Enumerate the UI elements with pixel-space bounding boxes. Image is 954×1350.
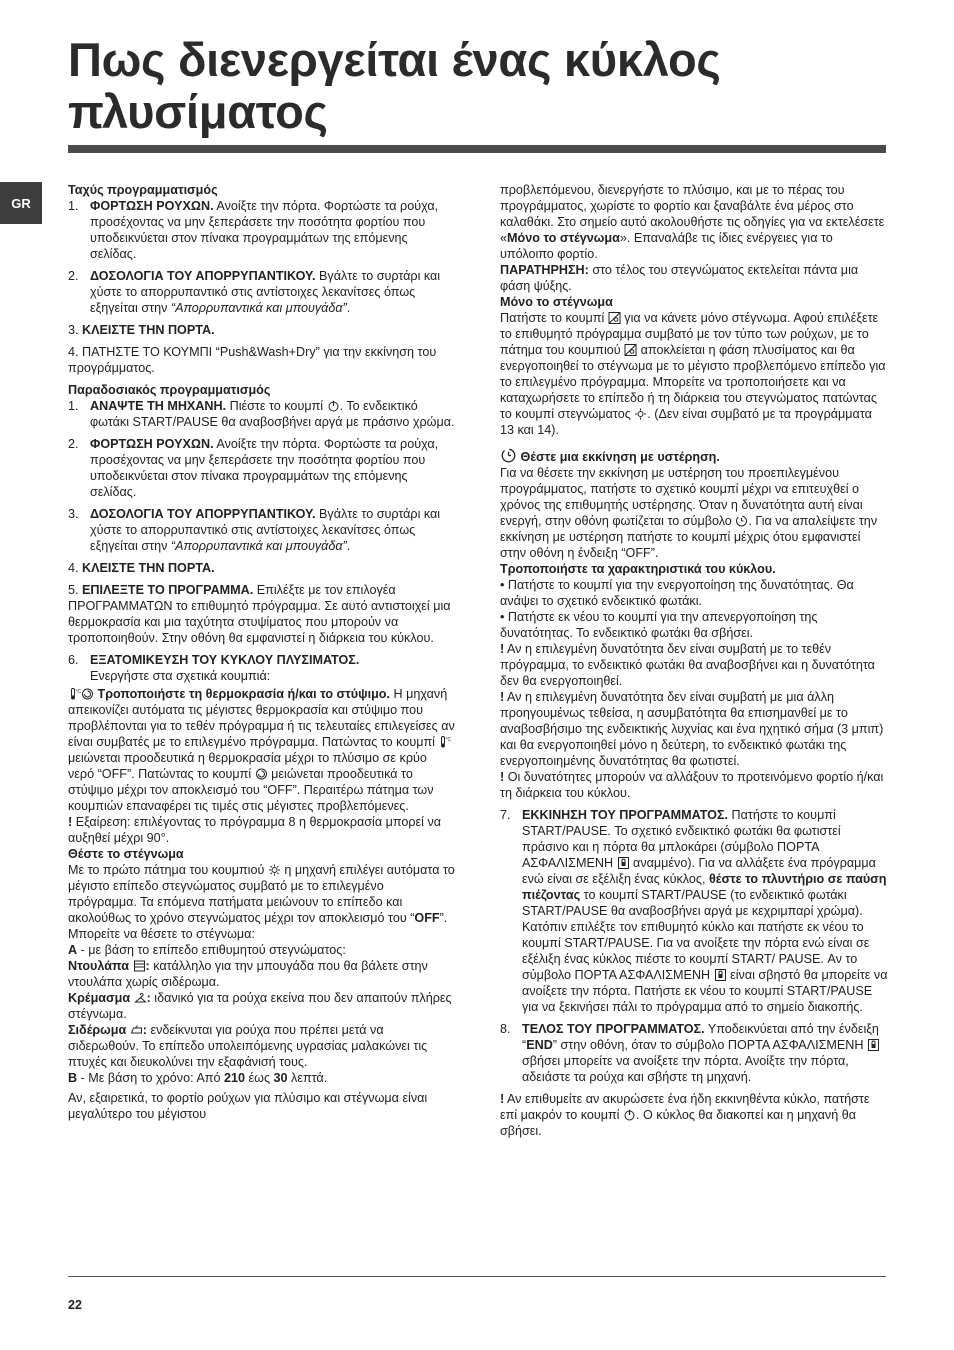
paragraph-text: Αν η επιλεγμένη δυνατότητα δεν είναι συμβατή με το τεθέν πρόγραμμα, το ενδεικτικό φωτάκι θα αναβοσβήνει και η δυνατότητα δεν θα ενεργοποιηθεί. <box>500 642 875 688</box>
spin-icon <box>81 688 94 700</box>
item-number: 8. <box>500 1022 511 1036</box>
paragraph-text: . Ο κύκλος θα διακοπεί και η μηχανή θα σβήσει. <box>500 1108 856 1138</box>
step-bold: θέστε το πλυντήριο σε παύση πιέζοντας <box>522 872 887 902</box>
time-min: 30 <box>273 1071 288 1085</box>
delay-timer-icon <box>735 515 748 527</box>
svg-text:°C: °C <box>445 737 452 743</box>
warning-mark: ! <box>68 815 73 829</box>
paragraph-text: κατάλληλο για την μπουγάδα που θα βάλετε στην ντουλάπα χωρίς σιδέρωμα. <box>68 959 428 989</box>
step-label: ΔΟΣΟΛΟΓΙΑ ΤΟΥ ΑΠΟΡΡΥΠΑΝΤΙΚΟΥ. <box>90 269 316 283</box>
item-number: 1. <box>68 199 79 213</box>
time-max: 210 <box>223 1071 245 1085</box>
step-text: Επιλέξτε με τον επιλογέα ΠΡΟΓΡΑΜΜΑΤΩΝ το επιθυμητό πρόγραμμα. Σε αυτό αντιστοιχεί μια θερμοκρασία και μια ταχύτητα στυψίματος που μπορούν να τροποποιηθούν. Στην οθόνη θα εμφανιστεί η διάρκεια του κύκλου. <box>68 583 451 645</box>
step-text: Βγάλτε το συρτάρι και χύστε το απορρυπαντικό στις αντίστοιχες λεκανίτσες όπως εξηγείται στην <box>90 507 441 553</box>
step-label: ΔΟΣΟΛΟΓΙΑ ΤΟΥ ΑΠΟΡΡΥΠΑΝΤΙΚΟΥ. <box>90 507 316 521</box>
delay-start-heading <box>500 448 888 465</box>
item-number: 4. <box>68 561 79 575</box>
step-text: Ανοίξτε την πόρτα. Φορτώστε τα ρούχα, προσέχοντας να μην ξεπεράσετε την ποσότητα φορτίου που υποδεικνύεται στον πίνακα προγραμμάτων της επόμενης σελίδας. <box>90 199 439 261</box>
warning-mark: ! <box>500 642 505 656</box>
continued-paragraph <box>500 182 888 294</box>
list-item <box>68 652 456 684</box>
only-dry-icon <box>624 344 637 356</box>
paragraph-text: λεπτά. <box>287 1071 328 1085</box>
step-text-end: . <box>346 301 351 315</box>
paragraph-text: η μηχανή επιλέγει αυτόματα το μέγιστο επίπεδο στεγνώματος συμβατό με το επιλεγμένο πρόγραμμα. Τα επόμενα πατήματα μειώνουν το επίπεδο και ακολούθως το χρόνο στεγνώματος μέχρι τον αποκλεισμό του “ <box>68 863 455 925</box>
thermometer-icon <box>438 736 451 748</box>
paragraph-text: Για να θέσετε την εκκίνηση με υστέρηση του προεπιλεγμένου προγράμματος, πατήστε το σχετικό κουμπί μέχρι να επιτευχθεί ο χρόνος της επιθυμητής υστέρησης. Όταν η δυνατότητα αυτή είναι ενεργή, στην οθόνη φωτίζεται το σύμβολο <box>500 466 863 528</box>
end-label: END <box>526 1038 553 1052</box>
paragraph-text: ιδανικό για τα ρούχα εκείνα που δεν απαιτούν πλήρες στέγνωμα. <box>68 991 452 1021</box>
paragraph-text: Αν η επιλεγμένη δυνατότητα δεν είναι συμβατή με μια άλλη προηγουμένως τεθείσα, η ασυμβατότητα θα επισημανθεί με το αναβοσβήσιμο της ενδεικτικής λυχνίας και ένα ηχητικό σήμα (3 μπιπ) και θα ενεργοποιηθεί μόνο η δεύτερη, το ενδεικτικό φωτάκι της ενεργοποιημένης δυνατότητας θα φωτιστεί. <box>500 690 884 768</box>
cupboard-label: Ντουλάπα <box>68 959 130 973</box>
item-number: 3. <box>68 507 79 521</box>
step-label: ΚΛΕΙΣΤΕ ΤΗΝ ΠΟΡΤΑ. <box>82 323 215 337</box>
warning-mark: ! <box>500 690 505 704</box>
thermometer-icon <box>68 688 81 700</box>
subsection-heading: Θέστε μια εκκίνηση με υστέρηση. <box>520 450 720 464</box>
cupboard-icon <box>133 960 146 972</box>
list-item <box>68 198 456 262</box>
svg-text:°C: °C <box>75 689 81 695</box>
step-label: ΦΟΡΤΩΣΗ ΡΟΥΧΩΝ. <box>90 437 214 451</box>
paragraph-text: - με βάση το επίπεδο επιθυμητού στεγνώματος: <box>77 943 346 957</box>
power-icon <box>327 400 340 412</box>
paragraph-text: Με το πρώτο πάτημα του κουμπιού <box>68 863 268 877</box>
list-item <box>68 322 456 338</box>
paragraph-text: ”. Μπορείτε να θέσετε το στέγνωμα: <box>68 911 448 941</box>
step-label: ΤΕΛΟΣ ΤΟΥ ΠΡΟΓΡΑΜΜΑΤΟΣ. <box>522 1022 705 1036</box>
title-rule <box>68 145 886 153</box>
only-drying-section <box>500 310 888 438</box>
list-item <box>68 436 456 500</box>
step-text: Ανοίξτε την πόρτα. Φορτώστε τα ρούχα, προσέχοντας να μην ξεπεράσετε την ποσότητα φορτίου που υποδεικνύεται στον πίνακα προγραμμάτων της επόμενης σελίδας. <box>90 437 439 499</box>
option-b-label: B <box>68 1071 78 1085</box>
only-dry-icon <box>608 312 621 324</box>
power-icon <box>623 1109 636 1121</box>
title-line-1: Πως διενεργείται ένας κύκλος <box>68 33 721 86</box>
modify-cycle-heading: Τροποποιήστε τα χαρακτηριστικά του κύκλου. <box>500 562 776 576</box>
ironing-label: Σιδέρωμα <box>68 1023 127 1037</box>
bullet-text: • Πατήστε εκ νέου το κουμπί για την απενεργοποίηση της δυνατότητας. Το ενδεικτικό φωτάκι θα σβήσει. <box>500 610 818 640</box>
list-item <box>500 1021 888 1085</box>
item-number: 6. <box>68 653 79 667</box>
paragraph-text: Αν επιθυμείτε αν ακυρώσετε ένα ήδη εκκινηθέντα κύκλο, πατήστε επί μακρόν το κουμπί <box>500 1092 870 1122</box>
paragraph-text: ενδείκνυται για ρούχα που πρέπει μετά να σιδερωθούν. Το επίπεδο υπολειπόμενης υγρασίας μαλακώνει τις πτυχές και διευκολύνει την εξαφάνισή τους. <box>68 1023 428 1069</box>
step-text: Πιέστε το κουμπί <box>226 399 327 413</box>
paragraph: Αν, εξαιρετικά, το φορτίο ρούχων για πλύσιμο και στέγνωμα είναι μεγαλύτερο του μέγιστου <box>68 1091 428 1121</box>
warning-mark: ! <box>500 1092 505 1106</box>
drying-section: Με το πρώτο πάτημα του κουμπιού η μηχανή επιλέγει αυτόματα το μέγιστο επίπεδο στεγνώματος συμβατό με το επιλεγμένο πρόγραμμα. Τα επόμενα πατήματα μειώνουν το επίπεδο και ακολούθως το χρόνο στεγνώματος μέχρι τον αποκλεισμό του “OFF”. Μπορείτε να θέσετε το στέγνωμα: A - με βάση το επίπεδο επιθυμητού στεγνώματος: Ντουλάπα : κατάλληλο για την μπουγάδα που θα βάλετε στην ντουλάπα χωρίς σιδέρωμα. Κρέμασμα : ιδανικό για τα ρούχα εκείνα που δεν απαιτούν πλήρες στέγνωμα. Σιδέρωμα : ενδείκνυται για ρούχα που πρέπει μετά να σιδερωθούν. Το επίπεδο υπολειπόμενης υγρασίας μαλακώνει τις πτυχές και διευκολύνει την εξαφάνισή τους. B - Με βάση το χρόνο: Από 210 έως 30 λεπτά. <box>68 863 455 1085</box>
item-number: 4. <box>68 345 79 359</box>
paragraph-text: αποκλείεται η φάση πλυσίματος και θα ενεργοποιηθεί το στέγνωμα με το μέγιστο προβλεπόμενο επίπεδο για το επιλεγμένο πρόγραμμα. Μπορείτε να τροποποιήσετε και να καταχωρήσετε το επίπεδο ή τη διάρκεια του στεγνώματος πατώντας το κουμπί στεγνώματος <box>500 343 886 421</box>
list-item <box>68 506 456 554</box>
step-text: είναι σβηστό θα μπορείτε να ανοίξετε την πόρτα. Πατήστε εκ νέου το κουμπί START/PAUSE για να ξεκινήσει πάλι το πρόγραμμα από το σημείο διακοπής. <box>522 968 888 1014</box>
list-item <box>68 582 456 646</box>
paragraph-text: . Για να απαλείψετε την εκκίνηση με υστέρηση πατήστε το κουμπί μέχρις ότου εμφανιστεί στην οθόνη η ένδειξη “OFF”. <box>500 514 878 560</box>
list-item <box>68 268 456 316</box>
left-column <box>68 182 456 1122</box>
quick-programming-heading: Ταχύς προγραμματισμός <box>68 183 218 197</box>
step-reference: “Απορρυπαντικά και μπουγάδα” <box>170 539 347 553</box>
step-label: ΕΚΚΙΝΗΣΗ ΤΟΥ ΠΡΟΓΡΑΜΜΑΤΟΣ. <box>522 808 729 822</box>
door-lock-icon <box>714 969 727 981</box>
drying-sun-icon <box>634 408 647 420</box>
drying-heading: Θέστε το στέγνωμα <box>68 847 184 861</box>
page-number: 22 <box>68 1298 82 1312</box>
step-label: ΚΛΕΙΣΤΕ ΤΗΝ ΠΟΡΤΑ. <box>82 561 215 575</box>
step-text: αναμμένο). Για να αλλάξετε ένα πρόγραμμα ενώ είναι σε εξέλιξη ένας κύκλος, <box>522 856 876 886</box>
delay-start-section <box>500 465 888 561</box>
paragraph-text: στο τέλος του στεγνώματος εκτελείται πάντα μια φάση ψύξης. <box>500 263 859 293</box>
item-number: 2. <box>68 269 79 283</box>
delay-timer-icon <box>500 448 517 463</box>
bullet-text: • Πατήστε το κουμπί για την ενεργοποίηση της δυνατότητας. Θα ανάψει το σχετικό ενδεικτικό φωτάκι. <box>500 578 854 608</box>
step-text-end: . <box>346 539 351 553</box>
hanger-icon <box>134 992 147 1004</box>
item-number: 2. <box>68 437 79 451</box>
paragraph-bold: Μόνο το στέγνωμα <box>507 231 620 245</box>
off-label: OFF <box>414 911 440 925</box>
paragraph-text: Πατήστε το κουμπί <box>500 311 608 325</box>
step-text: Βγάλτε το συρτάρι και χύστε το απορρυπαντικό στις αντίστοιχες λεκανίτσες όπως εξηγείται στην <box>90 269 441 315</box>
right-column <box>500 182 888 1139</box>
drying-sun-icon <box>268 864 281 876</box>
iron-icon <box>130 1024 143 1036</box>
hanging-label: Κρέμασμα <box>68 991 131 1005</box>
title-line-2: πλυσίματος <box>68 85 328 138</box>
step-text: Υποδεικνύεται από την ένδειξη “ <box>522 1022 879 1052</box>
door-lock-icon <box>617 857 630 869</box>
list-item <box>68 344 456 376</box>
list-item <box>68 560 456 576</box>
item-number: 1. <box>68 399 79 413</box>
paragraph-text: Η μηχανή απεικονίζει αυτόματα τις μέγιστες θερμοκρασία και στύψιμο που προβλέπονται για το τεθέν πρόγραμμα ή τις τελευταίες επιλεγείσες αν είναι συμβατές με το επιλεγμένο πρόγραμμα. Πατώντας το κουμπί <box>68 687 455 749</box>
footer-rule <box>68 1276 886 1277</box>
list-item <box>68 398 456 430</box>
step-text: . Το ενδεικτικό φωτάκι START/PAUSE θα αναβοσβήνει αργά με πράσινο χρώμα. <box>90 399 455 429</box>
step-text: Πατήστε το κουμπί START/PAUSE. Το σχετικό ενδεικτικό φωτάκι θα φωτιστεί πράσινο και η πόρτα θα μπλοκάρει (σύμβολο ΠΟΡΤΑ ΑΣΦΑΛΙΣΜΕΝΗ <box>522 808 841 870</box>
step-text: ΠΑΤΗΣΤΕ ΤΟ ΚΟΥΜΠΙ “Push&Wash+Dry” για την εκκίνηση του προγράμματος. <box>68 345 437 375</box>
paragraph-text: μειώνεται προοδευτικά η θερμοκρασία μέχρι το πλύσιμο σε κρύο νερό “OFF”. Πατώντας το κουμπί <box>68 751 427 781</box>
step-label: ΑΝΑΨΤΕ ΤΗ ΜΗΧΑΝΗ. <box>90 399 227 413</box>
list-item <box>500 807 888 1015</box>
paragraph-text: Εξαίρεση: επιλέγοντας το πρόγραμμα 8 η θερμοκρασία μπορεί να αυξηθεί μέχρι 90°. <box>68 815 442 845</box>
step-label: ΦΟΡΤΩΣΗ ΡΟΥΧΩΝ. <box>90 199 214 213</box>
paragraph-text: για να κάνετε μόνο στέγνωμα. Αφού επιλέξετε το επιθυμητό πρόγραμμα συμβατό με τον τύπο των ρούχων, με το πάτημα του κουμπιού <box>500 311 879 357</box>
spin-icon <box>255 768 268 780</box>
step-reference: “Απορρυπαντικά και μπουγάδα” <box>170 301 347 315</box>
item-number: 3. <box>68 323 79 337</box>
option-a-label: A <box>68 943 78 957</box>
item-number: 7. <box>500 808 511 822</box>
step-text: σβήσει μπορείτε να ανοίξετε την πόρτα. Ανοίξτε την πόρτα, αδειάστε τα ρούχα και σβήστε τη μηχανή. <box>522 1054 849 1084</box>
paragraph-text: προβλεπόμενου, διενεργήστε το πλύσιμο, και με το πέρας του προγράμματος, χωρίστε το φορτίο και ξαναβάλτε ένα μέρος στο καλαθάκι. Στο σημείο αυτό ακολουθήστε τις οδηγίες για να εκτελέσετε « <box>500 183 885 245</box>
paragraph-text: Οι δυνατότητες μπορούν να αλλάξουν το προτεινόμενο φορτίο ή/και τη διάρκεια του κύκλου. <box>500 770 884 800</box>
subsection-heading: Τροποποιήστε τη θερμοκρασία ή/και το στύψιμο. <box>97 687 390 701</box>
modify-cycle-section <box>500 577 888 801</box>
page-title <box>68 34 888 138</box>
item-number: 5. <box>68 583 79 597</box>
paragraph-text: έως <box>245 1071 274 1085</box>
paragraph-text: . (Δεν είναι συμβατό με τα προγράμματα 13 και 14). <box>500 407 872 437</box>
cancel-note <box>500 1091 888 1139</box>
language-tab: GR <box>0 182 42 224</box>
paragraph-text: μειώνεται προοδευτικά το στύψιμο μέχρι τον αποκλεισμό του “OFF”. Περαιτέρω πάτημα των κουμπιών επαναφέρει τις τιμές στις μέγιστες προβλεπόμενες. <box>68 767 434 813</box>
temperature-spin-section <box>68 686 456 846</box>
step-text: ” στην οθόνη, όταν το σύμβολο ΠΟΡΤΑ ΑΣΦΑΛΙΣΜΕΝΗ <box>552 1038 867 1052</box>
note-label: ΠΑΡΑΤΗΡΗΣΗ: <box>500 263 589 277</box>
door-lock-icon <box>867 1039 880 1051</box>
step-label: ΕΞΑΤΟΜΙΚΕΥΣΗ ΤΟΥ ΚΥΚΛΟΥ ΠΛΥΣΙΜΑΤΟΣ. <box>90 653 360 667</box>
traditional-programming-heading: Παραδοσιακός προγραμματισμός <box>68 383 271 397</box>
only-drying-heading: Μόνο το στέγνωμα <box>500 295 613 309</box>
step-text: το κουμπί START/PAUSE (το ενδεικτικό φωτάκι START/PAUSE θα αναβοσβήνει αργά με κεχριμπαρί χρώμα). Κατόπιν επιλέξτε τον επιθυμητό κύκλο και πατήστε εκ νέου το κουμπί START/PAUSE. Για να ανοίξετε την πόρτα ενώ είναι σε εξέλιξη ένας κύκλος πιέστε το κουμπί START/ PAUSE. Αν το σύμβολο ΠΟΡΤΑ ΑΣΦΑΛΙΣΜΕΝΗ <box>522 888 870 982</box>
paragraph-text: ». Επαναλάβε τις ίδιες ενέργειες για το υπόλοιπο φορτίο. <box>500 231 833 261</box>
step-label: ΕΠΙΛΕΞΤΕ ΤΟ ΠΡΟΓΡΑΜΜΑ. <box>82 583 254 597</box>
step-text: Ενεργήστε στα σχετικά κουμπιά: <box>90 669 271 683</box>
paragraph-text: - Με βάση το χρόνο: Από <box>77 1071 224 1085</box>
warning-mark: ! <box>500 770 505 784</box>
